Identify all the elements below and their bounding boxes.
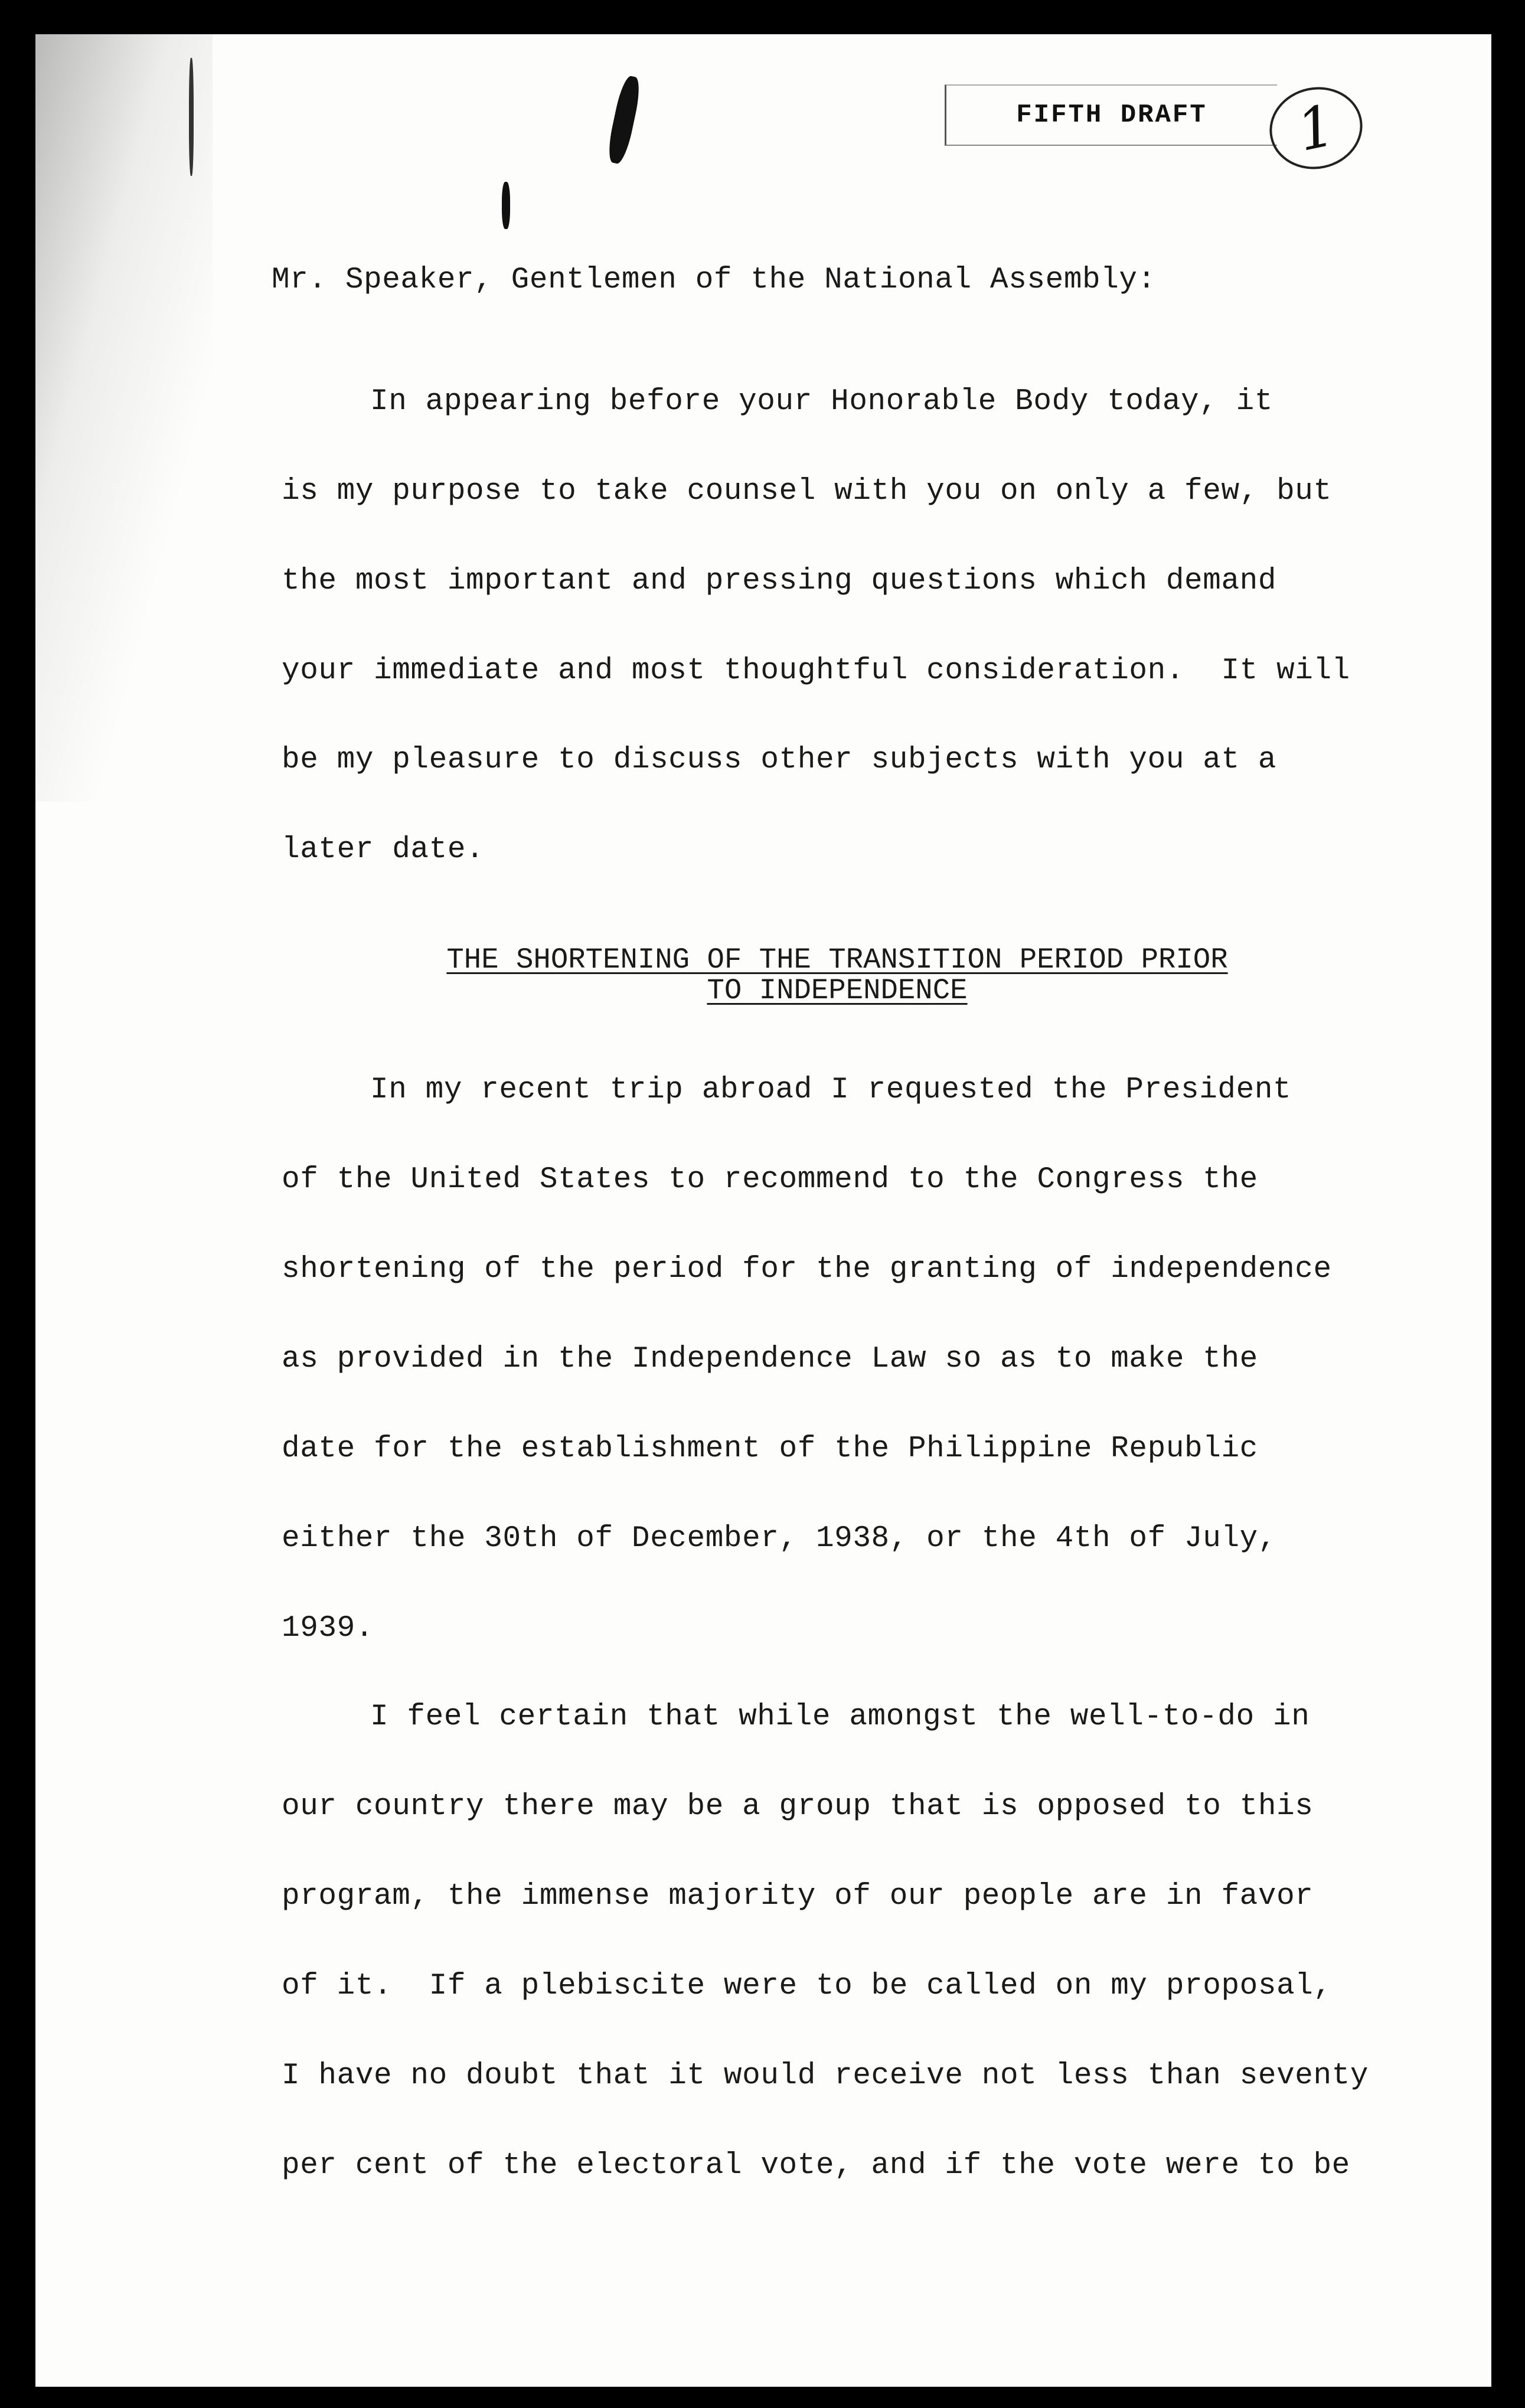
paragraph-line: be my pleasure to discuss other subjects with you at a (282, 743, 1277, 777)
section-heading-line2: TO INDEPENDENCE (707, 974, 968, 1007)
salutation: Mr. Speaker, Gentlemen of the National Assembly: (272, 263, 1156, 297)
paragraph-line: In appearing before your Honorable Body today, it (370, 385, 1273, 419)
draft-label (945, 84, 1277, 146)
paragraph-line: our country there may be a group that is opposed to this (282, 1790, 1314, 1824)
paragraph-line: date for the establishment of the Philippine Republic (282, 1432, 1258, 1466)
paragraph-line: In my recent trip abroad I requested the President (370, 1073, 1292, 1107)
paragraph-line: 1939. (282, 1612, 374, 1645)
document-page (35, 34, 1491, 2387)
ink-blot (189, 58, 194, 176)
ink-blot (605, 74, 643, 165)
paragraph-line: either the 30th of December, 1938, or the 4th of July, (282, 1522, 1277, 1556)
ink-blot (502, 182, 510, 229)
paragraph-line: of it. If a plebiscite were to be called on my proposal, (282, 1969, 1332, 2003)
paragraph-line: later date. (282, 833, 485, 867)
section-heading-line1: THE SHORTENING OF THE TRANSITION PERIOD PRIOR (446, 943, 1228, 976)
paragraph-line: I feel certain that while amongst the well-to-do in (370, 1700, 1310, 1734)
paragraph-line: shortening of the period for the granting of independence (282, 1253, 1332, 1286)
paragraph-line: per cent of the electoral vote, and if the vote were to be (282, 2149, 1350, 2182)
paragraph-line: the most important and pressing questions which demand (282, 564, 1277, 598)
paragraph-line: I have no doubt that it would receive not less than seventy (282, 2059, 1369, 2093)
paragraph-line: program, the immense majority of our people are in favor (282, 1880, 1314, 1913)
paragraph-line: your immediate and most thoughtful consideration. It will (282, 654, 1350, 688)
page-edge-shadow (35, 34, 213, 802)
paragraph-line: of the United States to recommend to the Congress the (282, 1163, 1258, 1197)
page-number-text: 1 (1291, 92, 1341, 165)
paragraph-line: as provided in the Independence Law so as to make the (282, 1342, 1258, 1376)
page-number (1262, 79, 1370, 178)
draft-label-text: FIFTH DRAFT (1016, 100, 1207, 130)
paragraph-line: is my purpose to take counsel with you on only a few, but (282, 475, 1332, 508)
